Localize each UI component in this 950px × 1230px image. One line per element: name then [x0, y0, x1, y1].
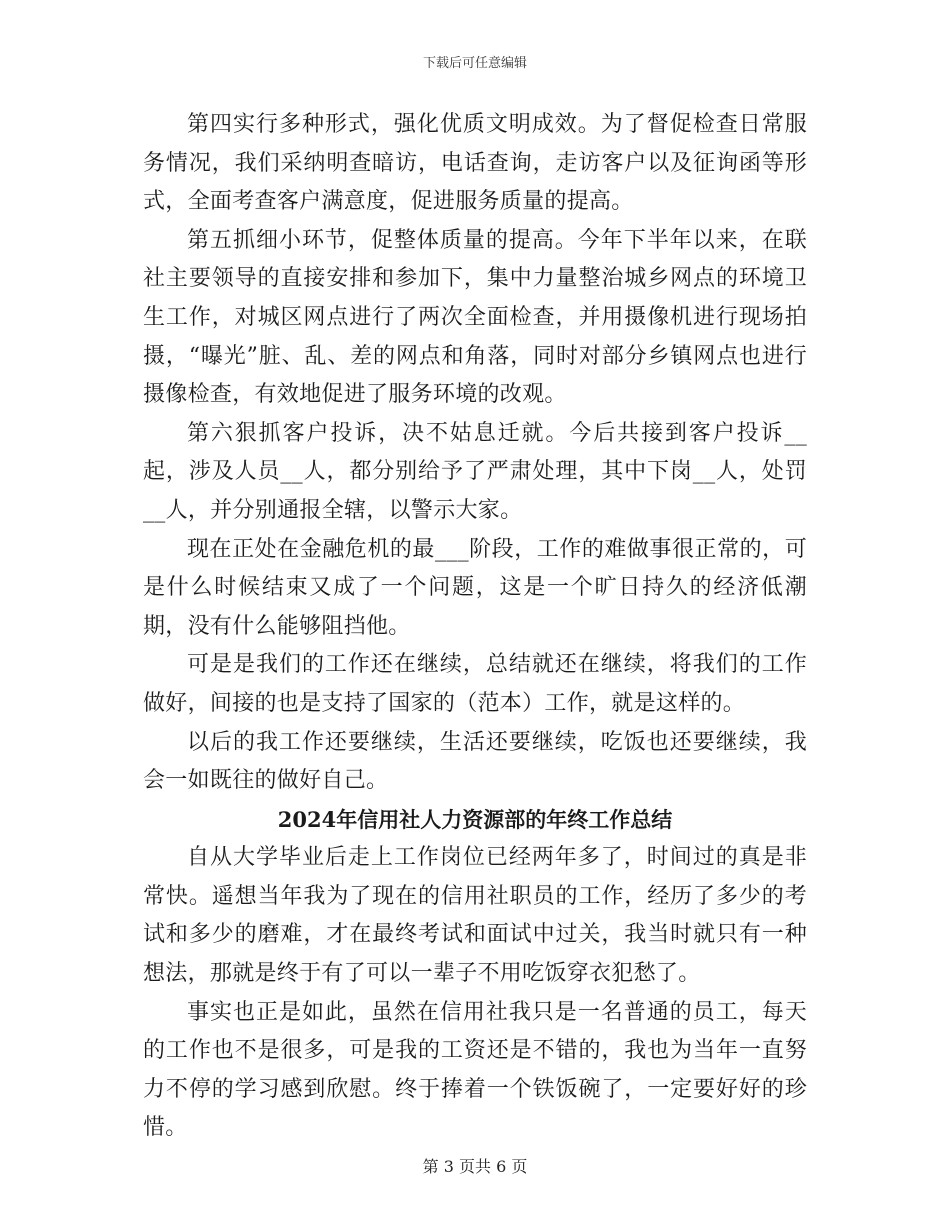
paragraph-fifth: 第五抓细小环节，促整体质量的提高。今年下半年以来，在联社主要领导的直接安排和参加下，集中力量整治城乡网点的环境卫生工作，对城区网点进行了两次全面检查，并用摄像机进行现场拍摄，“曝光”脏、乱、差的网点和角落，同时对部分乡镇网点也进行摄像检查，有效地促进了服务环境的改观。 [143, 227, 807, 408]
paragraph-fourth: 第四实行多种形式，强化优质文明成效。为了督促检查日常服务情况，我们采纳明查暗访，电话查询，走访客户以及征询函等形式，全面考查客户满意度，促进服务质量的提高。 [143, 112, 807, 215]
section-title: 2024年信用社人力资源部的年终工作总结 [277, 806, 673, 832]
paragraph-sixth: 第六狠抓客户投诉，决不姑息迁就。今后共接到客户投诉__起，涉及人员__人，都分别给予了严肃处理，其中下岗__人，处罚__人，并分别通报全辖，以警示大家。 [143, 420, 807, 523]
document-body [143, 106, 807, 1148]
paragraph-graduation: 自从大学毕业后走上工作岗位已经两年多了，时间过的真是非常快。遥想当年我为了现在的信用社职员的工作，经历了多少的考试和多少的磨难，才在最终考试和面试中过关，我当时就只有一种想法，那就是终于有了可以一辈子不用吃饭穿衣犯愁了。 [143, 845, 807, 987]
page-header: 下载后可任意编辑 [422, 56, 527, 71]
paragraph-facts: 事实也正是如此，虽然在信用社我只是一名普通的员工，每天的工作也不是很多，可是我的工资还是不错的，我也为当年一直努力不停的学习感到欣慰。终于捧着一个铁饭碗了，一定要好好的珍惜。 [143, 999, 807, 1141]
paragraph-work-continues: 可是是我们的工作还在继续，总结就还在继续，将我们的工作做好，间接的也是支持了国家的（范本）工作，就是这样的。 [143, 652, 807, 716]
page-footer: 第 3 页共 6 页 [422, 1157, 528, 1176]
paragraph-future: 以后的我工作还要继续，生活还要继续，吃饭也还要继续，我会一如既往的做好自己。 [143, 729, 807, 794]
paragraph-financial-crisis: 现在正处在金融危机的最___阶段，工作的难做事很正常的，可是什么时候结束又成了一个问题，这是一个旷日持久的经济低潮期，没有什么能够阻挡他。 [143, 536, 807, 639]
